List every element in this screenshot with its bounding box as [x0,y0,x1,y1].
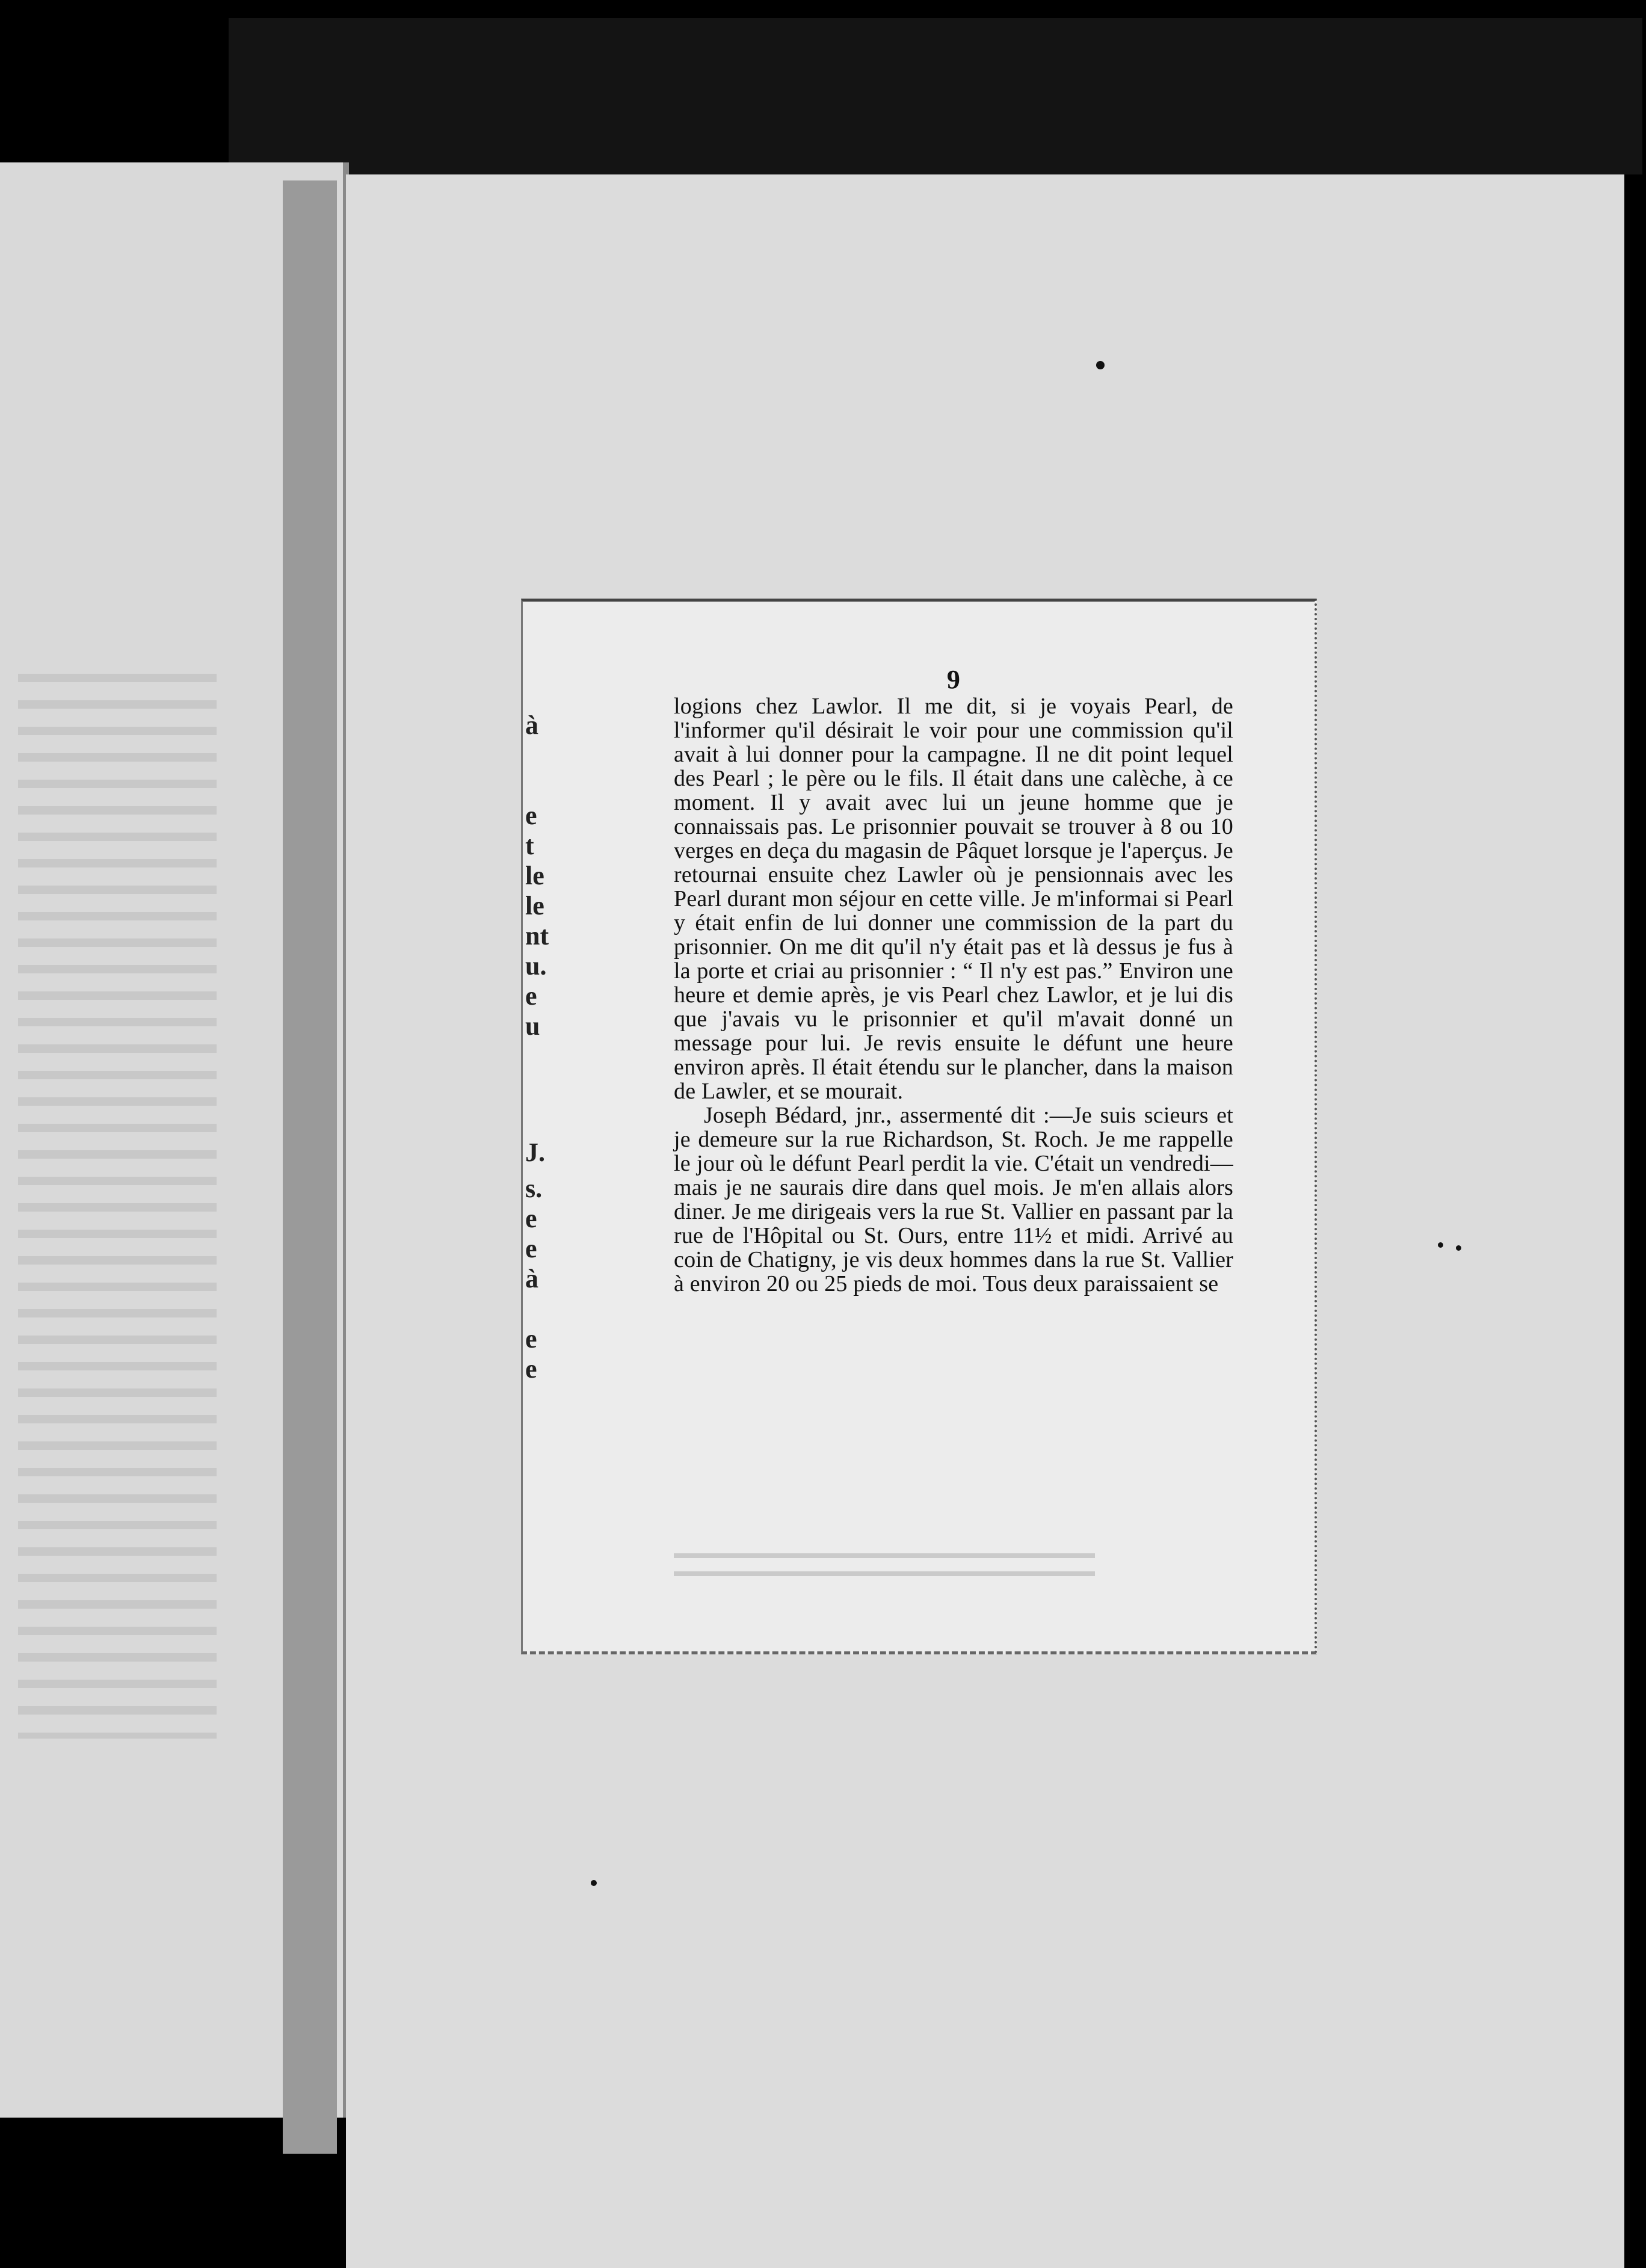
margin-fragment: à [525,710,538,740]
margin-fragment: J. [525,1138,545,1167]
book-spine [283,180,337,2154]
margin-fragment: u. [525,951,547,981]
margin-fragment: e [525,801,537,830]
margin-fragment: s. [525,1174,543,1203]
margin-fragment: e [525,1204,537,1233]
margin-fragment: le [525,861,544,890]
dust-speck [1096,361,1105,369]
scan-dark-border [229,18,1642,174]
margin-fragment: e [525,1234,537,1263]
paragraph: Joseph Bédard, jnr., assermenté dit :—Je suis scieurs et je demeure sur la rue Richardson, St. Roch. Je me rappelle le jour où le défunt Pearl perdit la vie. C'était un vendredi—mais je ne saurais dire dans quel mois. Je m'en allais alors diner. Je me dirigeais vers la rue St. Vallier en passant par la rue de l'Hôpital ou St. Ours, entre 11½ et midi. Arrivé au coin de Chatigny, je vis deux hommes dans la rue St. Vallier à environ 20 ou 25 pieds de moi. Tous deux paraissaient se [674,1103,1233,1296]
margin-fragment: nt [525,921,549,951]
page-number: 9 [946,665,961,694]
left-page-bleedthrough [18,656,217,1739]
dust-speck [591,1880,597,1886]
margin-fragment: e [525,1354,537,1384]
bleedthrough-lines [674,1540,1095,1588]
dust-speck [1456,1245,1461,1251]
page-text [674,665,1233,1296]
margin-fragment: le [525,891,544,920]
margin-fragment: t [525,831,534,860]
dust-speck [1438,1242,1443,1248]
margin-fragment: u [525,1011,540,1041]
paragraph: logions chez Lawlor. Il me dit, si je voyais Pearl, de l'informer qu'il désirait le voir pour une commission qu'il avait à lui donner pour la campagne. Il ne dit point lequel des Pearl ; le père ou le fils. Il était dans une calèche, à ce moment. Il y avait avec lui un jeune homme que je connaissais pas. Le prisonnier pouvait se trouver à 8 ou 10 verges en deça du magasin de Pâquet lorsque je l'aperçus. Je retournai ensuite chez Lawler où je pensionnais avec les Pearl durant mon séjour en cette ville. Je m'informai si Pearl y était enfin de lui donner une commission de la part du prisonnier. On me dit qu'il n'y était pas et là dessus je fus à la porte et criai au prisonnier : “ Il n'y est pas.” Environ une heure et demie après, je vis Pearl chez Lawlor, et je lui dis que j'avais vu le prisonnier et qu'il m'avait donné un message pour lui. Je revis ensuite le défunt une heure environ après. Il était étendu sur le plancher, dans la maison de Lawler, et se mourait. [674,694,1233,1104]
margin-fragment: e [525,981,537,1011]
margin-fragment: à [525,1264,538,1293]
margin-fragment: e [525,1324,537,1354]
